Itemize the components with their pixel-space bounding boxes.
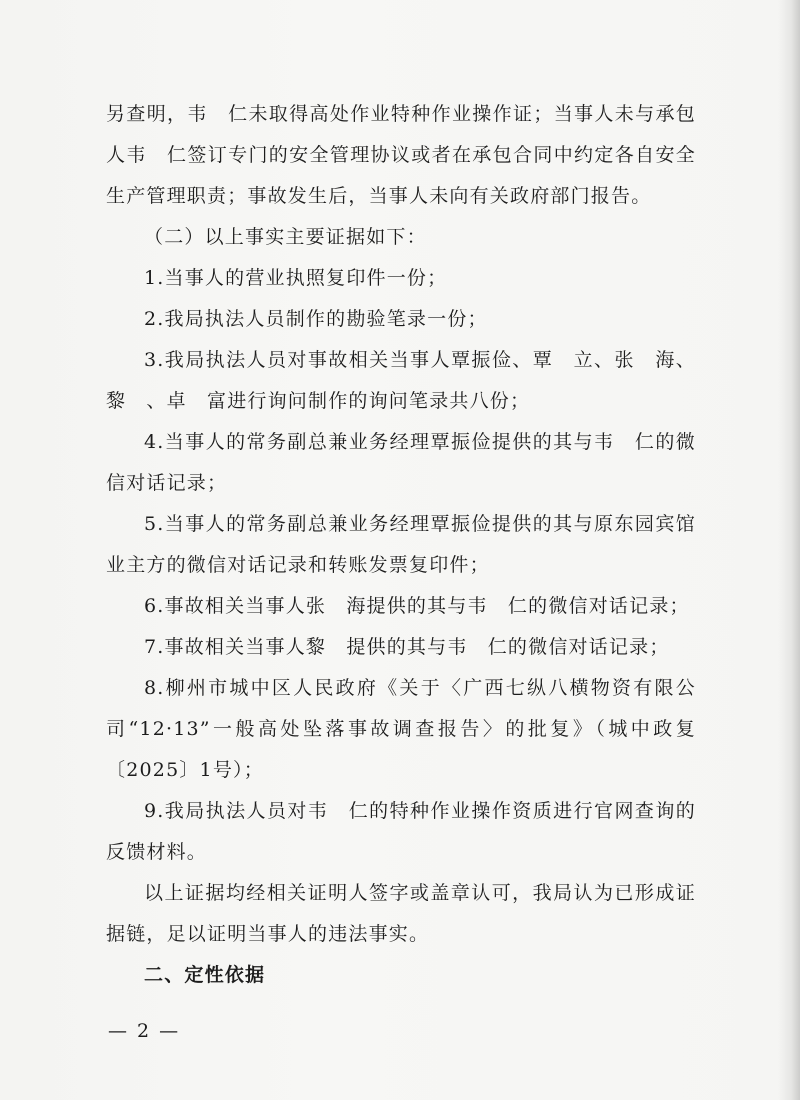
evidence-item-2: 2.我局执法人员制作的勘验笔录一份； xyxy=(144,308,488,330)
paragraph-evidence-conclusion: 以上证据均经相关证明人签字或盖章认可，我局认为已形成证据链，足以证明当事人的违法事实。 xyxy=(106,882,696,945)
evidence-item-1: 1.当事人的营业执照复印件一份； xyxy=(144,267,448,289)
document-body xyxy=(106,94,696,996)
paragraph-findings: 另查明，韦 仁未取得高处作业特种作业操作证；当事人未与承包人韦 仁签订专门的安全管理协议或者在承包合同中约定各自安全生产管理职责；事故发生后，当事人未向有关政府部门报告。 xyxy=(106,103,696,207)
evidence-item-8: 8.柳州市城中区人民政府《关于〈广西七纵八横物资有限公司“12·13”一般高处坠落事故调查报告〉的批复》（城中政复〔2025〕1号）； xyxy=(106,677,696,781)
page-number: — 2 — xyxy=(108,1020,181,1042)
evidence-item-9: 9.我局执法人员对韦 仁的特种作业操作资质进行官网查询的反馈材料。 xyxy=(106,800,696,863)
evidence-item-5: 5.当事人的常务副总兼业务经理覃振俭提供的其与原东园宾馆业主方的微信对话记录和转账发票复印件； xyxy=(106,513,696,576)
evidence-item-7: 7.事故相关当事人黎 提供的其与韦 仁的微信对话记录； xyxy=(144,636,670,658)
section-heading-legal-basis: 二、定性依据 xyxy=(144,964,266,986)
evidence-item-3: 3.我局执法人员对事故相关当事人覃振俭、覃 立、张 海、黎 、卓 富进行询问制作的询问笔录共八份； xyxy=(106,349,696,412)
page-edge-shadow xyxy=(778,0,800,1100)
evidence-item-4: 4.当事人的常务副总兼业务经理覃振俭提供的其与韦 仁的微信对话记录； xyxy=(106,431,696,494)
evidence-item-6: 6.事故相关当事人张 海提供的其与韦 仁的微信对话记录； xyxy=(144,595,690,617)
paragraph-evidence-intro: （二）以上事实主要证据如下： xyxy=(144,226,427,248)
